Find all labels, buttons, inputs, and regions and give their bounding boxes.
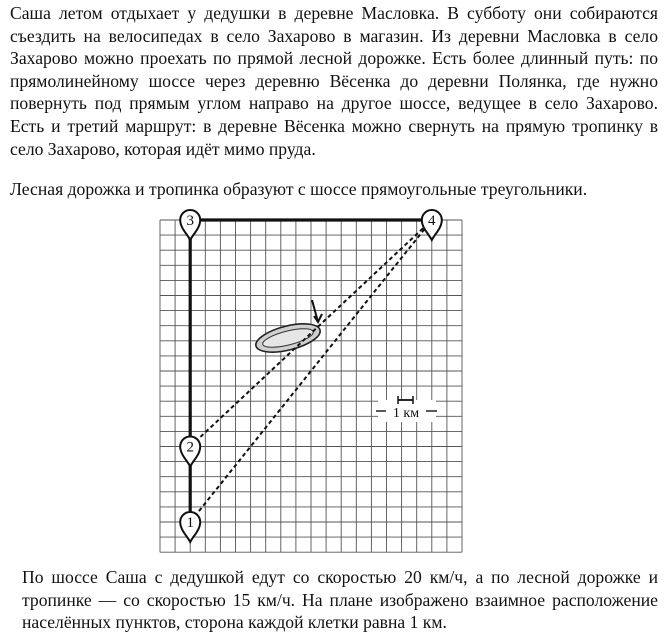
problem-triangles-text: Лесная дорожка и тропинка образуют с шоссе прямоугольные треугольники. <box>10 179 588 199</box>
problem-intro-text: Саша летом отдыхает у дедушки в деревне Масловка. В субботу они собираются съездить на велосипедах в село Захарово в магазин. Из деревни Масловка в село Захарово можно проехать по прямой лесной дорожке. Есть более длинный путь: по прямолинейному шоссе через деревню Вёсенка до деревни Полянка, где нужно повернуть под прямым углом направо на другое шоссе, ведущее в село Захарово. Есть и третий маршрут: в деревне Вёсенка можно свернуть на прямую тропинку в село Захарово, которая идёт мимо пруда. <box>10 3 658 159</box>
scale-label: 1 км <box>392 406 420 421</box>
scale-bar <box>376 396 437 422</box>
pin-label: 2 <box>186 439 194 456</box>
pin-label: 1 <box>186 515 194 531</box>
pin-label: 4 <box>428 213 436 229</box>
problem-speeds-text: По шоссе Саша с дедушкой едут со скоростью 20 км/ч, а по лесной дорожке и тропинке — со скоростью 15 км/ч. На плане изображено взаимное расположение населённых пунктов, сторона каждой клетки равна 1 км. <box>22 567 658 633</box>
pin-label: 3 <box>186 213 194 229</box>
